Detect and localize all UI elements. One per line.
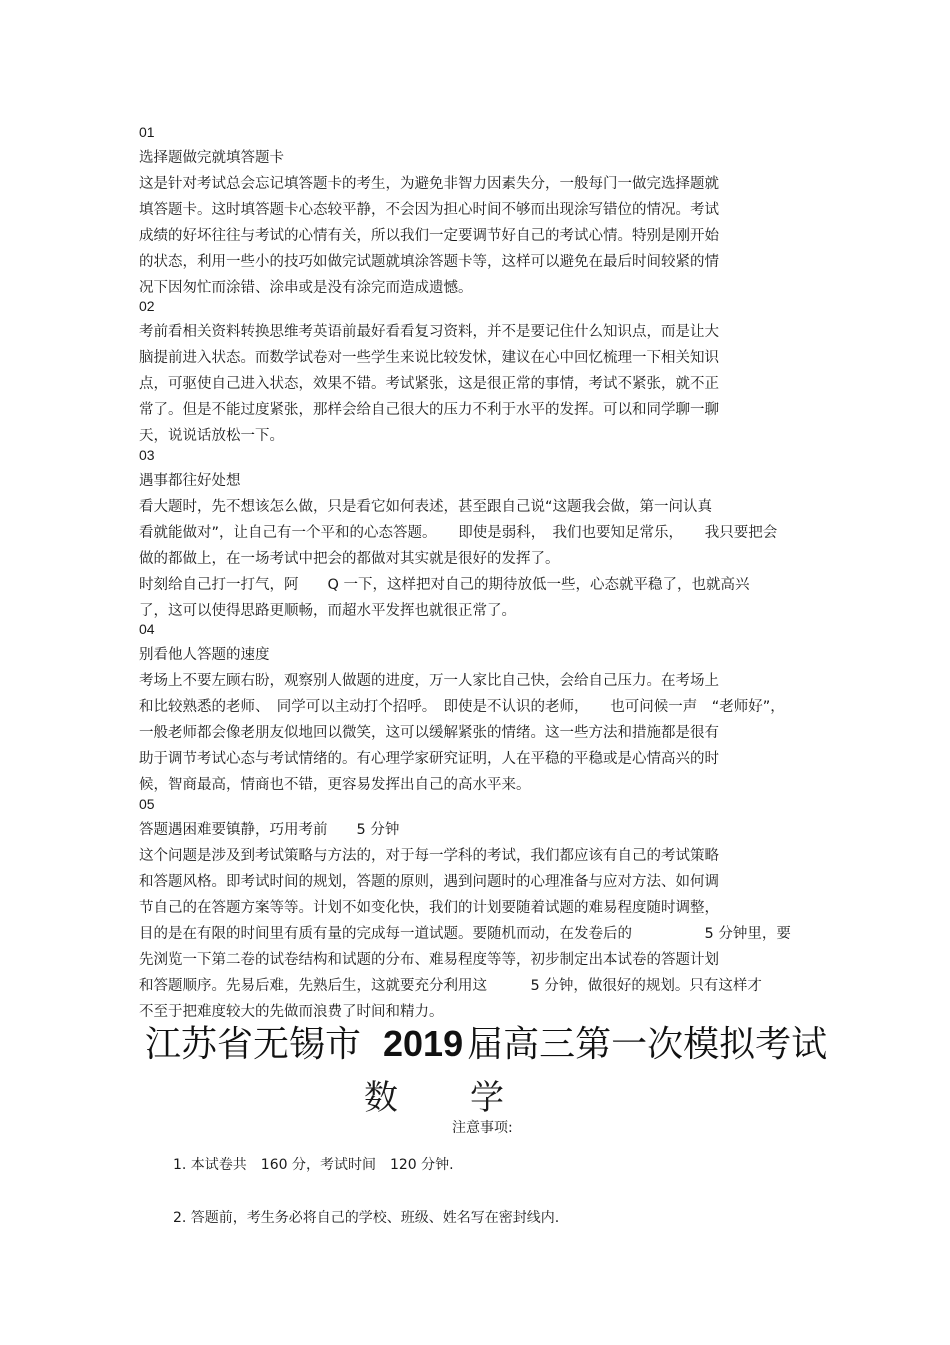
paragraph-line: 填答题卡。这时填答题卡心态较平静，不会因为担心时间不够而出现涂写错位的情况。考试 (139, 202, 719, 218)
section-heading: 别看他人答题的速度 (139, 647, 270, 663)
section-02 (139, 293, 819, 449)
paragraph-line: 一般老师都会像老朋友似地回以微笑，这可以缓解紧张的情绪。这一些方法和措施都是很有 (139, 725, 719, 741)
paragraph-line: 了，这可以使得思路更顺畅，而超水平发挥也就很正常了。 (139, 603, 516, 619)
paragraph-line: 时刻给自己打一打气，阿 Q 一下，这样把对自己的期待放低一些，心态就平稳了，也就高兴 (139, 577, 750, 593)
exam-title-year: 2019 (383, 1023, 464, 1064)
subject-char: 学 (470, 1078, 504, 1118)
notice-item: 2. 答题前，考生务必将自己的学校、班级、姓名写在密封线内. (173, 1210, 560, 1226)
paragraph-line: 和比较熟悉的老师、 同学可以主动打个招呼。 即使是不认识的老师， 也可问候一声 “老师好”， (139, 699, 785, 715)
section-03 (139, 442, 819, 624)
section-05 (139, 791, 819, 1025)
paragraph-line: 候，智商最高，情商也不错，更容易发挥出自己的高水平来。 (139, 777, 531, 793)
paragraph-line: 节自己的在答题方案等等。计划不如变化快，我们的计划要随着试题的难易程度随时调整， (139, 900, 719, 916)
section-number: 03 (139, 447, 155, 463)
section-number: 05 (139, 796, 155, 812)
paragraph-line: 脑提前进入状态。而数学试卷对一些学生来说比较发怵，建议在心中回忆梳理一下相关知识 (139, 350, 719, 366)
section-01 (139, 119, 819, 301)
paragraph-line: 成绩的好坏往往与考试的心情有关，所以我们一定要调节好自己的考试心情。特别是刚开始 (139, 228, 719, 244)
section-heading: 答题遇困难要镇静，巧用考前 5 分钟 (139, 822, 400, 838)
section-number: 02 (139, 298, 155, 314)
paragraph-line: 这是针对考试总会忘记填答题卡的考生，为避免非智力因素失分，一般每门一做完选择题就 (139, 176, 719, 192)
paragraph-line: 不至于把难度较大的先做而浪费了时间和精力。 (139, 1004, 444, 1020)
paragraph-line: 看大题时，先不想该怎么做，只是看它如何表述，甚至跟自己说“这题我会做，第一问认真 (139, 499, 713, 515)
paragraph-line: 况下因匆忙而涂错、涂串或是没有涂完而造成遗憾。 (139, 280, 473, 296)
section-number: 01 (139, 124, 155, 140)
paragraph-line: 考场上不要左顾右盼，观察别人做题的进度，万一人家比自己快，会给自己压力。在考场上 (139, 673, 719, 689)
section-number: 04 (139, 621, 155, 637)
exam-title (145, 1016, 828, 1072)
paragraph-line: 和答题顺序。先易后难，先熟后生，这就要充分利用这 5 分钟，做很好的规划。只有这样才 (139, 978, 762, 994)
paragraph-line: 点，可驱使自己进入状态，效果不错。考试紧张，这是很正常的事情，考试不紧张，就不正 (139, 376, 719, 392)
paragraph-line: 看就能做对”，让自己有一个平和的心态答题。 即使是弱科， 我们也要知足常乐， 我只要把会 (139, 525, 778, 541)
paragraph-line: 常了。但是不能过度紧张，那样会给自己很大的压力不利于水平的发挥。可以和同学聊一聊 (139, 402, 719, 418)
exam-title-name: 届高三第一次模拟考试 (467, 1024, 828, 1065)
notice-heading: 注意事项: (452, 1120, 513, 1136)
paragraph-line: 和答题风格。即考试时间的规划，答题的原则，遇到问题时的心理准备与应对方法、如何调 (139, 874, 719, 890)
paragraph-line: 做的都做上，在一场考试中把会的都做对其实就是很好的发挥了。 (139, 551, 560, 567)
section-heading: 遇事都往好处想 (139, 473, 241, 489)
paragraph-line: 天，说说话放松一下。 (139, 428, 284, 444)
paragraph-line: 的状态，利用一些小的技巧如做完试题就填涂答题卡等，这样可以避免在最后时间较紧的情 (139, 254, 719, 270)
exam-title-region: 江苏省无锡市 (145, 1024, 362, 1065)
section-04 (139, 616, 819, 798)
paragraph-line: 助于调节考试心态与考试情绪的。有心理学家研究证明，人在平稳的平稳或是心情高兴的时 (139, 751, 719, 767)
section-heading: 选择题做完就填答题卡 (139, 150, 284, 166)
paragraph-line: 这个问题是涉及到考试策略与方法的，对于每一学科的考试，我们都应该有自己的考试策略 (139, 848, 719, 864)
paragraph-line: 目的是在有限的时间里有质有量的完成每一道试题。要随机而动，在发卷后的 5 分钟里，要 (139, 926, 791, 942)
subject-char: 数 (364, 1078, 398, 1118)
paragraph-line: 先浏览一下第二卷的试卷结构和试题的分布、难易程度等等，初步制定出本试卷的答题计划 (139, 952, 719, 968)
notice-item: 1. 本试卷共 160 分，考试时间 120 分钟. (173, 1157, 454, 1173)
paragraph-line: 考前看相关资料转换思维考英语前最好看看复习资料，并不是要记住什么知识点，而是让大 (139, 324, 719, 340)
